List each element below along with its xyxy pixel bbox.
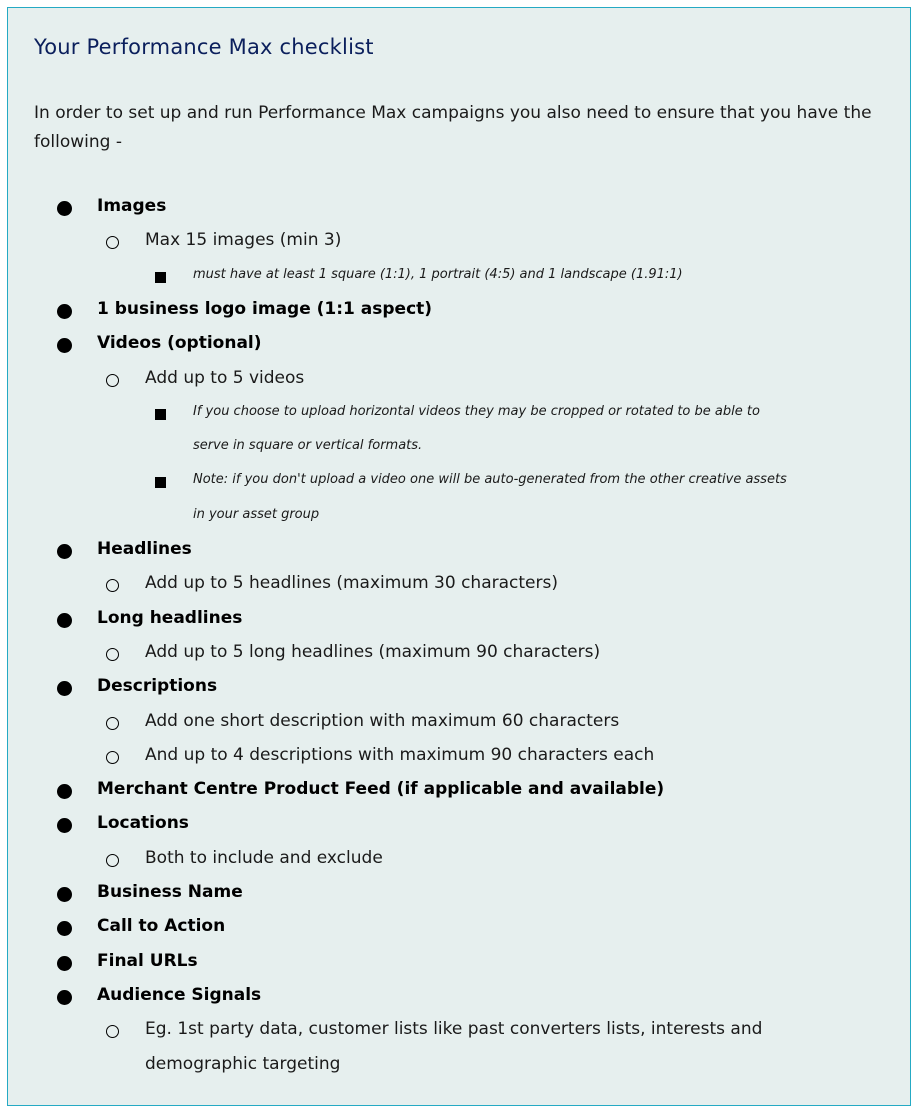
square-bullet-icon [155, 477, 166, 488]
list-item-text: Add one short description with maximum 60 characters [145, 710, 620, 731]
list-item-level-3 [8, 258, 910, 292]
list-item-level-2 [8, 1012, 910, 1046]
list-item-text: Add up to 5 headlines (maximum 30 characters) [145, 573, 558, 594]
list-item-continuation [8, 498, 910, 532]
list-item-text: Videos (optional) [97, 333, 262, 354]
list-item-level-1 [8, 532, 910, 566]
hollow-circle-bullet-icon [106, 236, 119, 249]
filled-circle-bullet-icon [57, 681, 72, 696]
filled-circle-bullet-icon [57, 956, 72, 971]
filled-circle-bullet-icon [57, 201, 72, 216]
list-item-level-1 [8, 772, 910, 806]
square-bullet-icon [155, 409, 166, 420]
list-item-continuation [8, 1047, 910, 1081]
list-item-text: Business Name [97, 882, 243, 902]
filled-circle-bullet-icon [57, 990, 72, 1005]
list-item-text: Add up to 5 videos [145, 367, 305, 388]
list-item-level-1 [8, 189, 910, 223]
list-item-level-1 [8, 978, 910, 1012]
hollow-circle-bullet-icon [106, 648, 119, 661]
list-item-level-1 [8, 875, 910, 909]
list-item-level-3 [8, 463, 910, 497]
list-item-text: must have at least 1 square (1:1), 1 portrait (4:5) and 1 landscape (1.91:1) [193, 266, 683, 282]
list-item-text: Descriptions [97, 676, 218, 697]
hollow-circle-bullet-icon [106, 579, 119, 592]
list-item-level-2 [8, 635, 910, 669]
filled-circle-bullet-icon [57, 338, 72, 353]
checklist-panel [7, 7, 911, 1106]
list-item-level-1 [8, 944, 910, 978]
list-item-level-1 [8, 806, 910, 840]
hollow-circle-bullet-icon [106, 1025, 119, 1038]
page-title: Your Performance Max checklist [34, 35, 374, 59]
list-item-text: Add up to 5 long headlines (maximum 90 characters) [145, 641, 601, 662]
hollow-circle-bullet-icon [106, 751, 119, 764]
list-item-text: Note: if you don't upload a video one will be auto-generated from the other creative assets [193, 472, 787, 488]
list-item-text: serve in square or vertical formats. [193, 438, 423, 454]
hollow-circle-bullet-icon [106, 717, 119, 730]
list-item-text: Audience Signals [97, 984, 262, 1005]
square-bullet-icon [155, 272, 166, 283]
list-item-text: Call to Action [97, 916, 226, 937]
list-item-level-2 [8, 566, 910, 600]
list-item-text: Both to include and exclude [145, 847, 383, 868]
list-item-level-1 [8, 669, 910, 703]
hollow-circle-bullet-icon [106, 374, 119, 387]
filled-circle-bullet-icon [57, 921, 72, 936]
list-item-text: Max 15 images (min 3) [145, 230, 342, 251]
filled-circle-bullet-icon [57, 784, 72, 799]
filled-circle-bullet-icon [57, 544, 72, 559]
list-item-level-2 [8, 223, 910, 257]
list-item-text: Eg. 1st party data, customer lists like past converters lists, interests and [145, 1019, 763, 1040]
list-item-text: And up to 4 descriptions with maximum 90 characters each [145, 744, 655, 765]
list-item-level-3 [8, 395, 910, 429]
list-item-text: demographic targeting [145, 1053, 341, 1074]
list-item-level-2 [8, 841, 910, 875]
list-item-text: 1 business logo image (1:1 aspect) [97, 298, 433, 319]
list-item-text: If you choose to upload horizontal videos they may be cropped or rotated to be able to [193, 403, 760, 419]
list-item-level-2 [8, 361, 910, 395]
list-item-text: Final URLs [97, 950, 198, 971]
filled-circle-bullet-icon [57, 613, 72, 628]
hollow-circle-bullet-icon [106, 854, 119, 867]
filled-circle-bullet-icon [57, 818, 72, 833]
list-item-level-1 [8, 909, 910, 943]
list-item-text: Headlines [97, 539, 192, 559]
list-item-text: Long headlines [97, 607, 243, 628]
list-item-level-1 [8, 292, 910, 326]
intro-paragraph: In order to set up and run Performance Max campaigns you also need to ensure that you have the following - [34, 103, 872, 152]
list-item-text: Locations [97, 813, 189, 834]
filled-circle-bullet-icon [57, 887, 72, 902]
list-item-level-2 [8, 704, 910, 738]
list-item-text: in your asset group [193, 506, 320, 522]
list-item-level-1 [8, 326, 910, 360]
list-item-text: Images [97, 196, 167, 216]
filled-circle-bullet-icon [57, 304, 72, 319]
list-item-text: Merchant Centre Product Feed (if applicable and available) [97, 779, 665, 800]
list-item-continuation [8, 429, 910, 463]
list-item-level-1 [8, 601, 910, 635]
list-item-level-2 [8, 738, 910, 772]
